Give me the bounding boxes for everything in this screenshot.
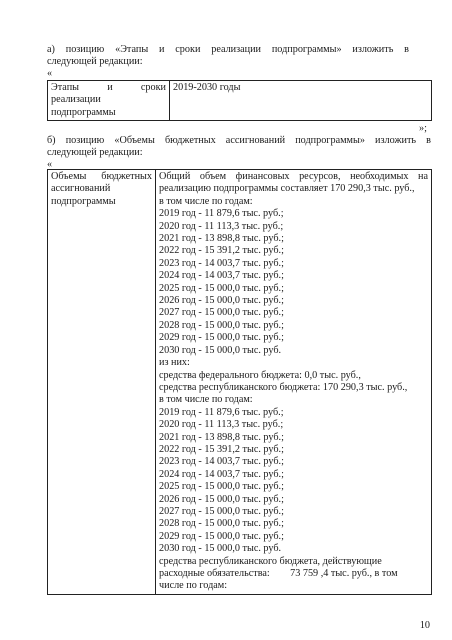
- para-a-line2: следующей редакции:: [47, 56, 143, 67]
- stages-value-cell: [170, 81, 432, 121]
- budget-line: 2029 год - 15 000,0 тыс. руб.;: [159, 332, 284, 344]
- para-a-line1: а) позицию «Этапы и сроки реализации подпрограммы» изложить в: [47, 44, 409, 55]
- budget-line: средства федерального бюджета: 0,0 тыс. руб.,: [159, 369, 361, 381]
- para-b-open-quote: «: [47, 159, 53, 170]
- budget-line: 2028 год - 15 000,0 тыс. руб.;: [159, 518, 284, 530]
- stages-label-line: подпрограммы: [51, 106, 116, 118]
- budget-line: 2023 год - 14 003,7 тыс. руб.;: [159, 456, 284, 468]
- budget-line: 2028 год - 15 000,0 тыс. руб.;: [159, 319, 284, 331]
- budget-line: 2027 год - 15 000,0 тыс. руб.;: [159, 505, 284, 517]
- budget-label-line: Объемы бюджетных: [51, 171, 152, 182]
- para-b-line2: следующей редакции:: [47, 147, 143, 158]
- stages-table: [47, 80, 432, 121]
- budget-line: в том числе по годам:: [159, 195, 253, 207]
- table-row: [48, 170, 432, 595]
- budget-label-cell: [48, 170, 156, 595]
- budget-line: 2030 год - 15 000,0 тыс. руб.: [159, 344, 282, 356]
- budget-line: 2022 год - 15 391,2 тыс. руб.;: [159, 245, 284, 257]
- stages-label-line: Этапы и сроки: [51, 82, 166, 93]
- para-a-open-quote: «: [47, 68, 53, 79]
- budget-value-cell: [156, 170, 432, 595]
- budget-line: 2027 год - 15 000,0 тыс. руб.;: [159, 307, 284, 319]
- budget-line: реализацию подпрограммы составляет 170 290,3 тыс. руб.,: [159, 183, 415, 195]
- budget-line: в том числе по годам:: [159, 394, 253, 406]
- budget-line: 2020 год - 11 113,3 тыс. руб.;: [159, 220, 284, 232]
- budget-line: 2025 год - 15 000,0 тыс. руб.;: [159, 481, 284, 493]
- para-b-line1: б) позицию «Объемы бюджетных ассигнований подпрограммы» изложить в: [47, 135, 431, 146]
- budget-line: 2024 год - 14 003,7 тыс. руб.;: [159, 468, 284, 480]
- budget-line: 2026 год - 15 000,0 тыс. руб.;: [159, 295, 284, 307]
- budget-line: 2019 год - 11 879,6 тыс. руб.;: [159, 406, 284, 418]
- budget-line: из них:: [159, 357, 190, 369]
- budget-line: 2029 год - 15 000,0 тыс. руб.;: [159, 530, 284, 542]
- budget-line: 2019 год - 11 879,6 тыс. руб.;: [159, 208, 284, 220]
- budget-label-line: ассигнований: [51, 183, 111, 195]
- budget-line: средства республиканского бюджета, действующие: [159, 555, 382, 567]
- stages-label-cell: [48, 81, 170, 121]
- stages-label-line: реализации: [51, 94, 101, 106]
- budget-line: 2025 год - 15 000,0 тыс. руб.;: [159, 282, 284, 294]
- budget-line: средства республиканского бюджета: 170 290,3 тыс. руб.,: [159, 381, 408, 393]
- stages-value: 2019-2030 годы: [173, 82, 241, 93]
- budget-line: 2023 год - 14 003,7 тыс. руб.;: [159, 257, 284, 269]
- budget-line: расходные обязательства: 73 759 ,4 тыс. руб., в том: [159, 568, 398, 579]
- budget-line: 2020 год - 11 113,3 тыс. руб.;: [159, 419, 284, 431]
- budget-line: 2026 год - 15 000,0 тыс. руб.;: [159, 493, 284, 505]
- page-number: 10: [419, 619, 430, 631]
- budget-line: 2021 год - 13 898,8 тыс. руб.;: [159, 233, 284, 245]
- budget-line: числе по годам:: [159, 580, 228, 592]
- close-quote-mark: »;: [419, 123, 427, 134]
- budget-line: 2021 год - 13 898,8 тыс. руб.;: [159, 431, 284, 443]
- budget-line: 2024 год - 14 003,7 тыс. руб.;: [159, 270, 284, 282]
- budget-line: Общий объем финансовых ресурсов, необходимых на: [159, 171, 428, 182]
- budget-label-line: подпрограммы: [51, 195, 116, 207]
- budget-table: [47, 169, 432, 595]
- table-row: [48, 81, 432, 121]
- budget-line: 2030 год - 15 000,0 тыс. руб.: [159, 543, 282, 555]
- budget-line: 2022 год - 15 391,2 тыс. руб.;: [159, 443, 284, 455]
